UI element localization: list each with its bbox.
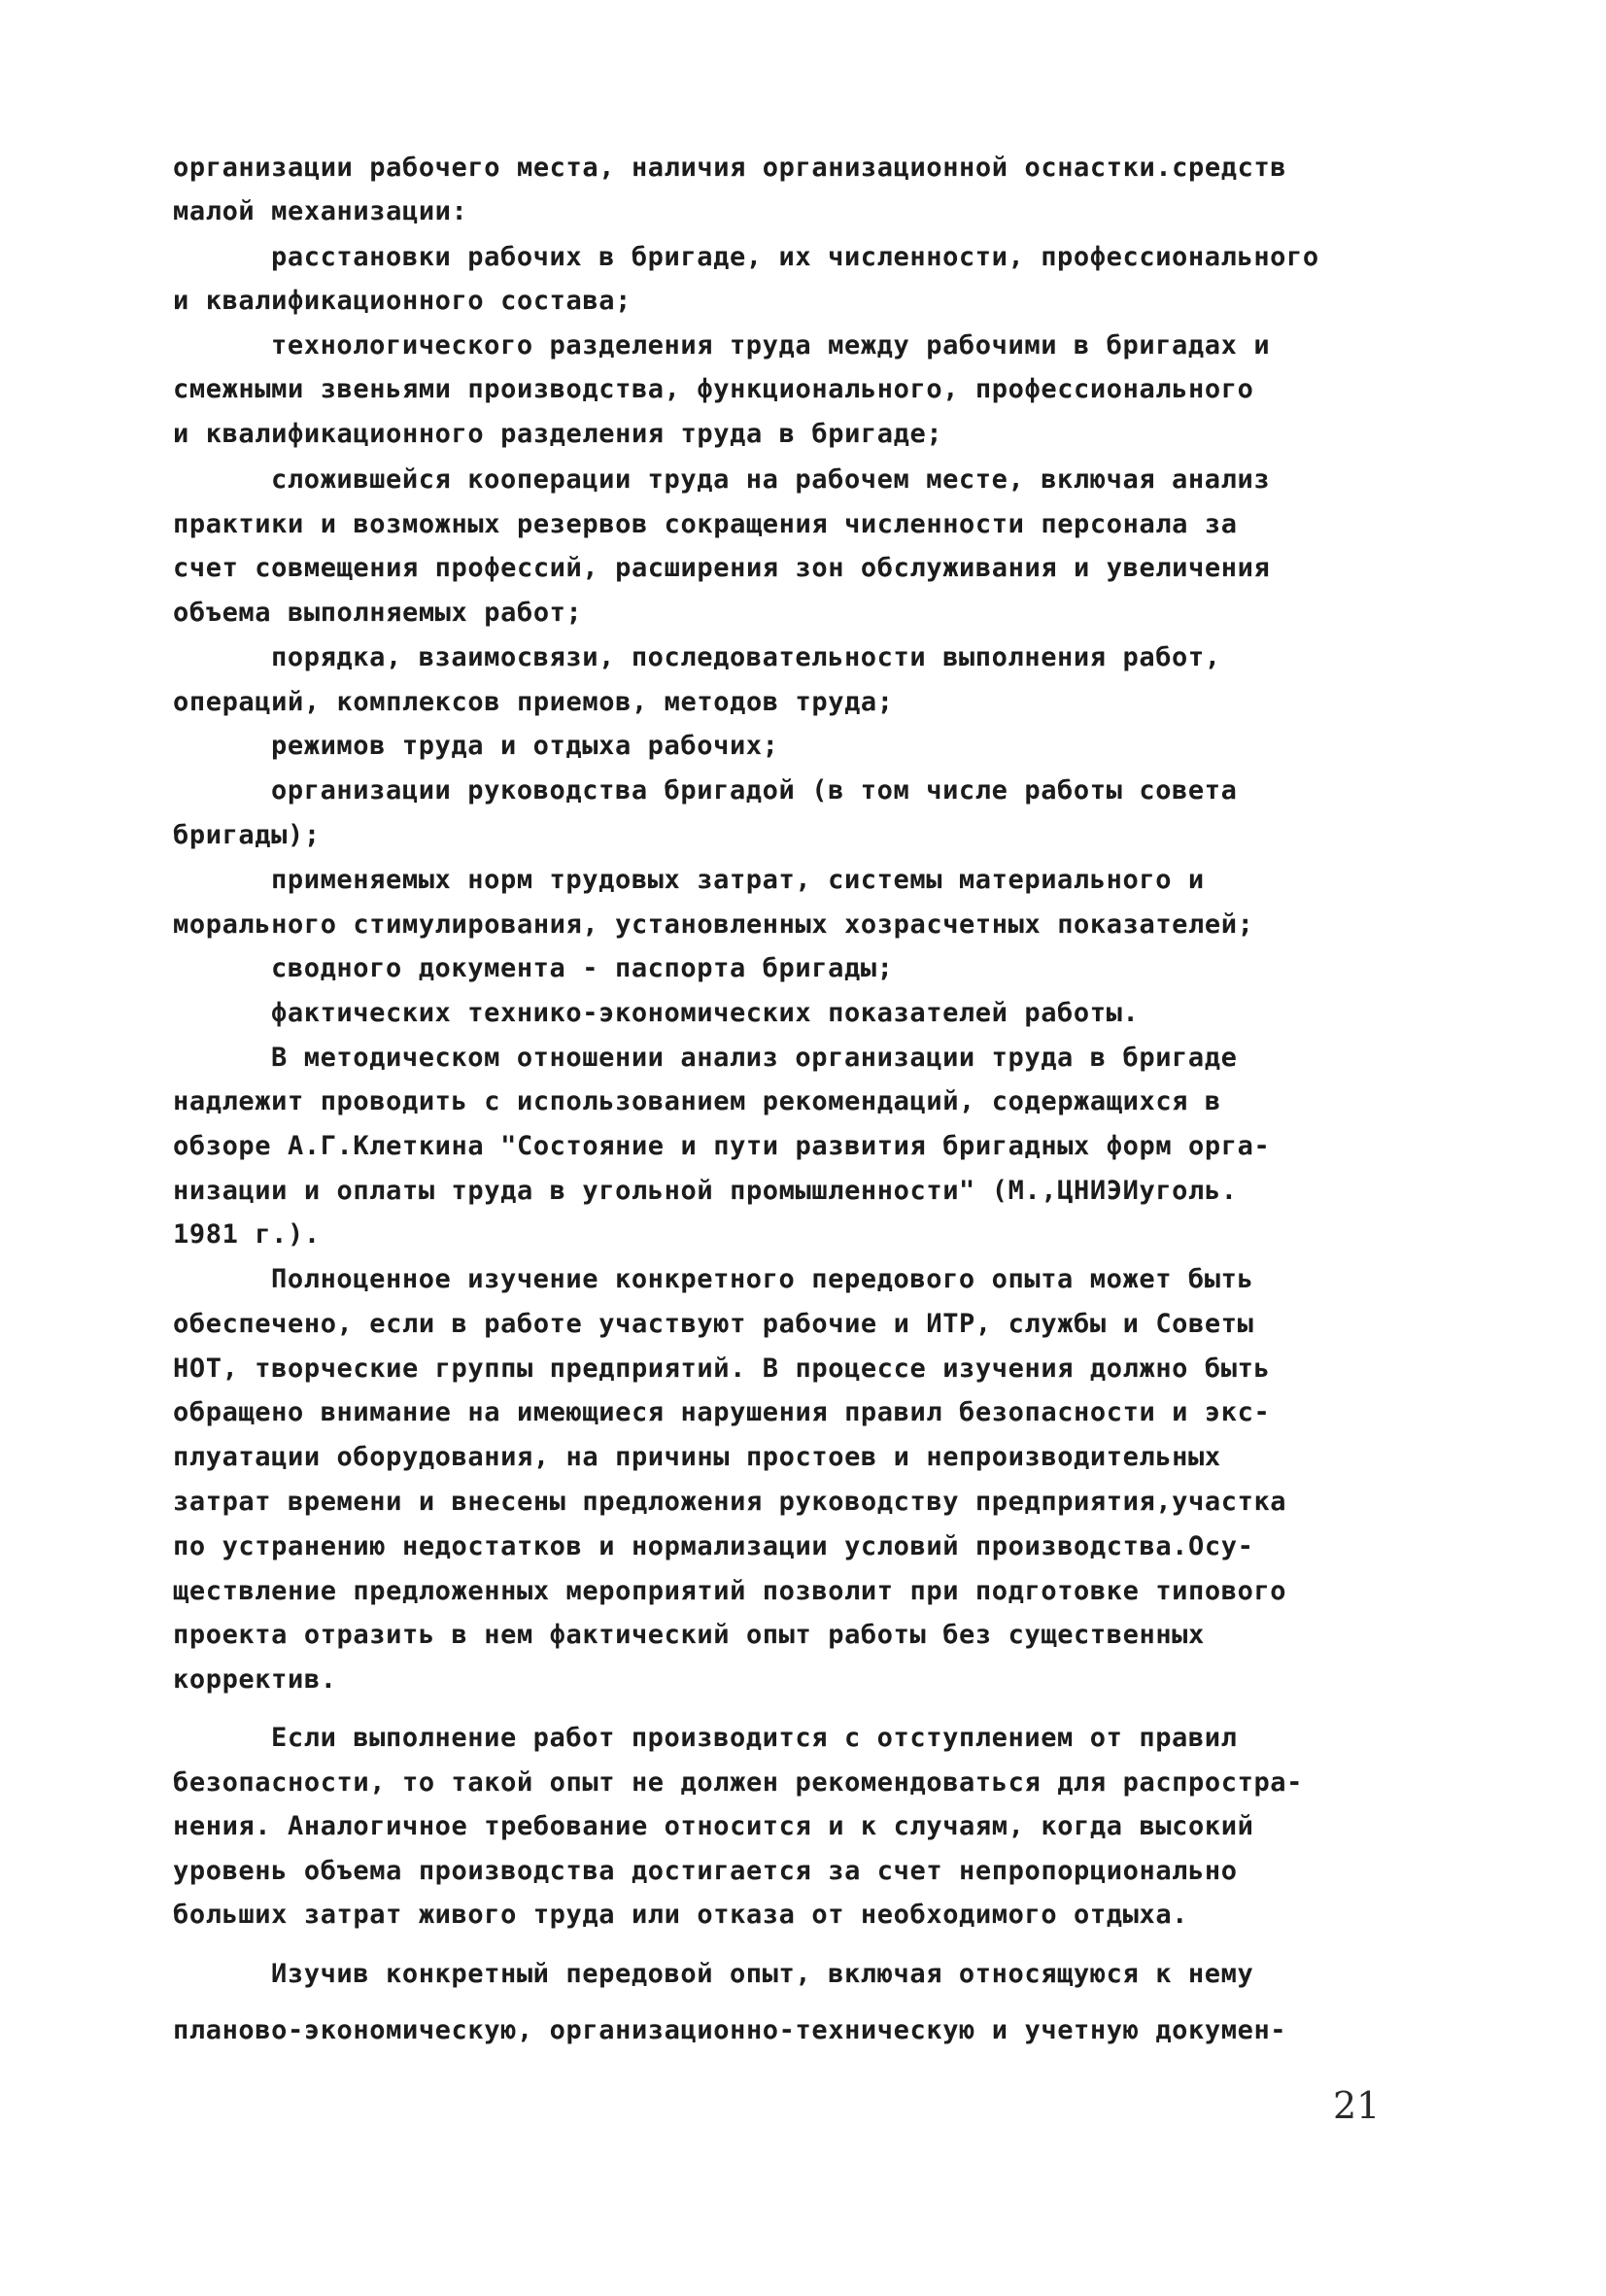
text-line: низации и оплаты труда в угольной промышленности" (М.,ЦНИЭИуголь. [173, 1176, 1238, 1206]
text-line: обзоре А.Г.Клеткина "Состояние и пути развития бригадных форм орга- [173, 1131, 1271, 1161]
text-line: сложившейся кооперации труда на рабочем месте, включая анализ [271, 464, 1271, 495]
text-line: проекта отразить в нем фактический опыт работы без существенных [173, 1620, 1205, 1650]
text-line: плуатации оборудования, на причины простоев и непроизводительных [173, 1442, 1221, 1472]
text-line: смежными звеньями производства, функционального, профессионального [173, 374, 1254, 404]
text-line: режимов труда и отдыха рабочих; [271, 731, 779, 761]
text-line: надлежит проводить с использованием рекомендаций, содержащихся в [173, 1086, 1221, 1116]
text-line: порядка, взаимосвязи, последовательности выполнения работ, [271, 642, 1221, 672]
text-line: объема выполняемых работ; [173, 598, 583, 628]
text-line: обращено внимание на имеющиеся нарушения правил безопасности и экс- [173, 1397, 1271, 1427]
text-line: по устранению недостатков и нормализации условий производства.Осу- [173, 1531, 1254, 1561]
text-line: расстановки рабочих в бригаде, их численности, профессионального [271, 242, 1319, 272]
text-line: организации рабочего места, наличия организационной оснастки.средств [173, 153, 1287, 183]
text-line: и квалификационного разделения труда в бригаде; [173, 419, 943, 449]
text-line: затрат времени и внесены предложения руководству предприятия,участка [173, 1487, 1287, 1517]
text-line: нения. Аналогичное требование относится и к случаям, когда высокий [173, 1811, 1254, 1841]
text-line: организации руководства бригадой (в том числе работы совета [271, 775, 1238, 805]
text-line: НОТ, творческие группы предприятий. В процессе изучения должно быть [173, 1354, 1271, 1384]
text-line: ществление предложенных мероприятий позволит при подготовке типового [173, 1576, 1287, 1606]
text-line: обеспечено, если в работе участвуют рабочие и ИТР, службы и Советы [173, 1309, 1254, 1339]
text-line: применяемых норм трудовых затрат, системы материального и [271, 865, 1205, 895]
text-line: фактических технико-экономических показателей работы. [271, 998, 1140, 1028]
text-line: Если выполнение работ производится с отступлением от правил [271, 1723, 1238, 1753]
text-line: Полноценное изучение конкретного передового опыта может быть [271, 1264, 1254, 1294]
text-line: больших затрат живого труда или отказа от необходимого отдыха. [173, 1900, 1189, 1930]
text-line: бригады); [173, 820, 321, 850]
text-line: В методическом отношении анализ организации труда в бригаде [271, 1043, 1238, 1073]
text-line: счет совмещения профессий, расширения зон обслуживания и увеличения [173, 553, 1271, 583]
text-line: морального стимулирования, установленных хозрасчетных показателей; [173, 909, 1254, 940]
text-line: практики и возможных резервов сокращения численности персонала за [173, 509, 1238, 539]
text-line: корректив. [173, 1664, 337, 1695]
text-line: планово-экономическую, организационно-техническую и учетную докумен- [173, 2015, 1287, 2045]
text-line: Изучив конкретный передовой опыт, включая относящуюся к нему [271, 1959, 1254, 1989]
page-number: 21 [1333, 2084, 1381, 2127]
text-line: операций, комплексов приемов, методов труда; [173, 687, 894, 717]
text-line: 1981 г.). [173, 1219, 321, 1250]
text-line: и квалификационного состава; [173, 286, 632, 316]
text-line: малой механизации: [173, 196, 468, 226]
text-line: технологического разделения труда между рабочими в бригадах и [271, 330, 1271, 360]
text-line: безопасности, то такой опыт не должен рекомендоваться для распростра- [173, 1767, 1304, 1798]
text-line: уровень объема производства достигается за счет непропорционально [173, 1856, 1238, 1886]
text-line: сводного документа - паспорта бригады; [271, 953, 894, 983]
